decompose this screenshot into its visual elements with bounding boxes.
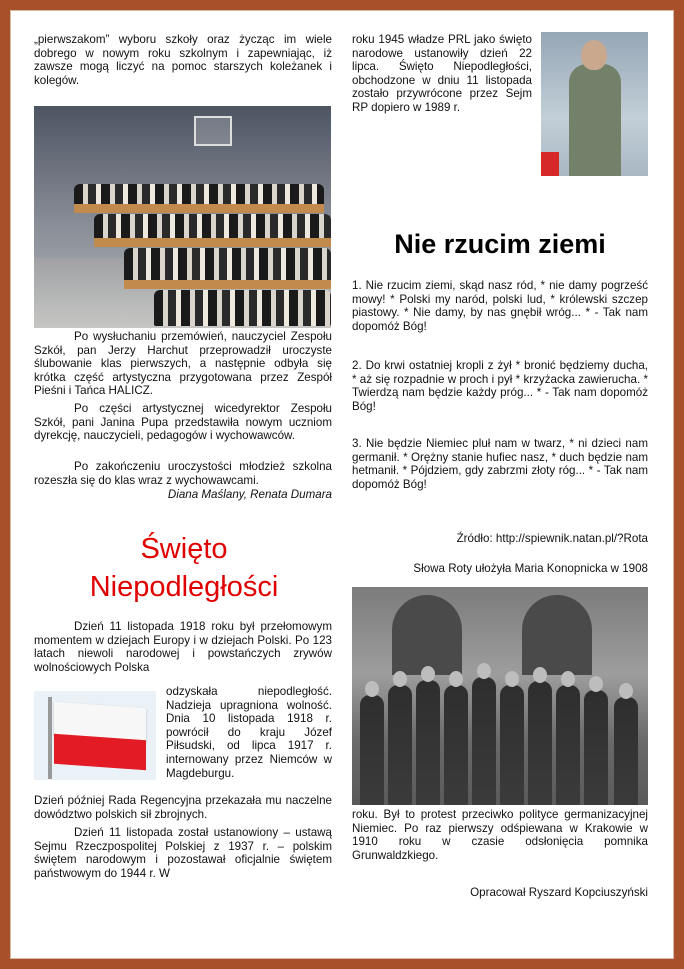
independence-paragraph-3: Dzień 11 listopada został ustanowiony – ustawą Sejmu Rzeczpospolitej Polskiej z 1937 r. – polskim świętem narodowym i pozostawał oficjalnie świętem państwowym do 1944 r. W <box>34 826 332 880</box>
ceremony-paragraph-1: Po wysłuchaniu przemówień, nauczyciel Zespołu Szkół, pan Jerzy Harchut przeprowadził uroczyste ślubowanie klas pierwszych, a następnie odbyła się krótka część artystyczna przygotowana przez Zespół Pieśni i Tańca HALICZ. <box>34 330 332 398</box>
ceremony-paragraph-3: Po zakończeniu uroczystości młodzież szkolna rozeszła się do klas wraz z wychowawcami. <box>34 460 332 487</box>
article-authors: Diana Maślany, Renata Dumara <box>167 488 332 501</box>
song-source: Źródło: http://spiewnik.natan.pl/?Rota <box>456 532 648 545</box>
song-verse-2: 2. Do krwi ostatniej kropli z żył * bronić będziemy ducha, * aż się rozpadnie w proch i pył * krzyżacka zawierucha. * Twierdzą nam będzie każdy próg... * - Tak nam dopomóż Bóg! <box>352 359 648 413</box>
pilsudski-portrait-photo <box>541 32 648 176</box>
song-title: Nie rzucim ziemi <box>394 229 606 259</box>
continuation-paragraph: roku 1945 władze PRL jako święto narodowe ustanowiły dzień 22 lipca. Święto Niepodległości, obchodzone w dniu 11 listopada zostało przywrócone przez Sejm RP dopiero w 1989 r. <box>352 33 532 114</box>
independence-paragraph-1: Dzień 11 listopada 1918 roku był przełomowym momentem w dziejach Europy i w dziejach Polski. Po 123 latach niewoli narodowej i powstańczych zrywów wolnościowych Polska <box>34 620 332 674</box>
polish-flag-photo <box>34 691 156 780</box>
rota-history-paragraph: roku. Był to protest przeciwko polityce germanizacyjnej Niemiec. Po raz pierwszy odśpiewana w Krakowie w 1910 roku w czasie odsłonięcia pomnika Grunwaldzkiego. <box>352 808 648 862</box>
title-line-2: Niepodległości <box>89 571 279 603</box>
compiler-credit: Opracował Ryszard Kopciuszyński <box>470 886 648 899</box>
rota-author-note: Słowa Roty ułożyła Maria Konopnicka w 1908 <box>413 562 648 575</box>
basketball-hoop-icon <box>194 116 232 146</box>
title-line-1: Święto <box>140 533 228 565</box>
song-verse-3: 3. Nie będzie Niemiec pluł nam w twarz, * ni dzieci nam germanił. * Orężny stanie hufiec nasz, * duch będzie nam hetmanił. * Pójdziem, gdy zabrzmi złoty róg... * - Tak nam dopomóż Bóg! <box>352 437 648 491</box>
legion-officers-photo <box>352 587 648 805</box>
independence-day-title <box>34 530 334 606</box>
independence-paragraph-beside-flag: odzyskała niepodległość. Nadzieja upragniona wolność. Dnia 10 listopada 1918 r. powrócił do kraju Józef Piłsudski, od lipca 1917 r. internowany przez Niemców w Magdeburgu. <box>166 685 332 780</box>
song-verse-1: 1. Nie rzucim ziemi, skąd nasz ród, * nie damy pogrześć mowy! * Polski my naród, polski lud, * królewski szczep piastowy. * Nie damy, by nas gnębił wróg... * - Tak nam dopomóż Bóg! <box>352 279 648 333</box>
ceremony-paragraph-2: Po części artystycznej wicedyrektor Zespołu Szkół, pani Janina Pupa przedstawiła nowym uczniom dyrekcję, nauczycieli, pedagogów i wychowawców. <box>34 402 332 443</box>
ceremony-hall-photo <box>34 106 331 328</box>
intro-paragraph: „pierwszakom” wyboru szkoły oraz życząc im wiele dobrego w nowym roku szkolnym i zapewniając, iż zawsze mogą liczyć na pomoc starszych koleżanek i kolegów. <box>34 33 332 87</box>
independence-paragraph-2: Dzień później Rada Regencyjna przekazała mu naczelne dowództwo polskich sił zbrojnych. <box>34 794 332 821</box>
